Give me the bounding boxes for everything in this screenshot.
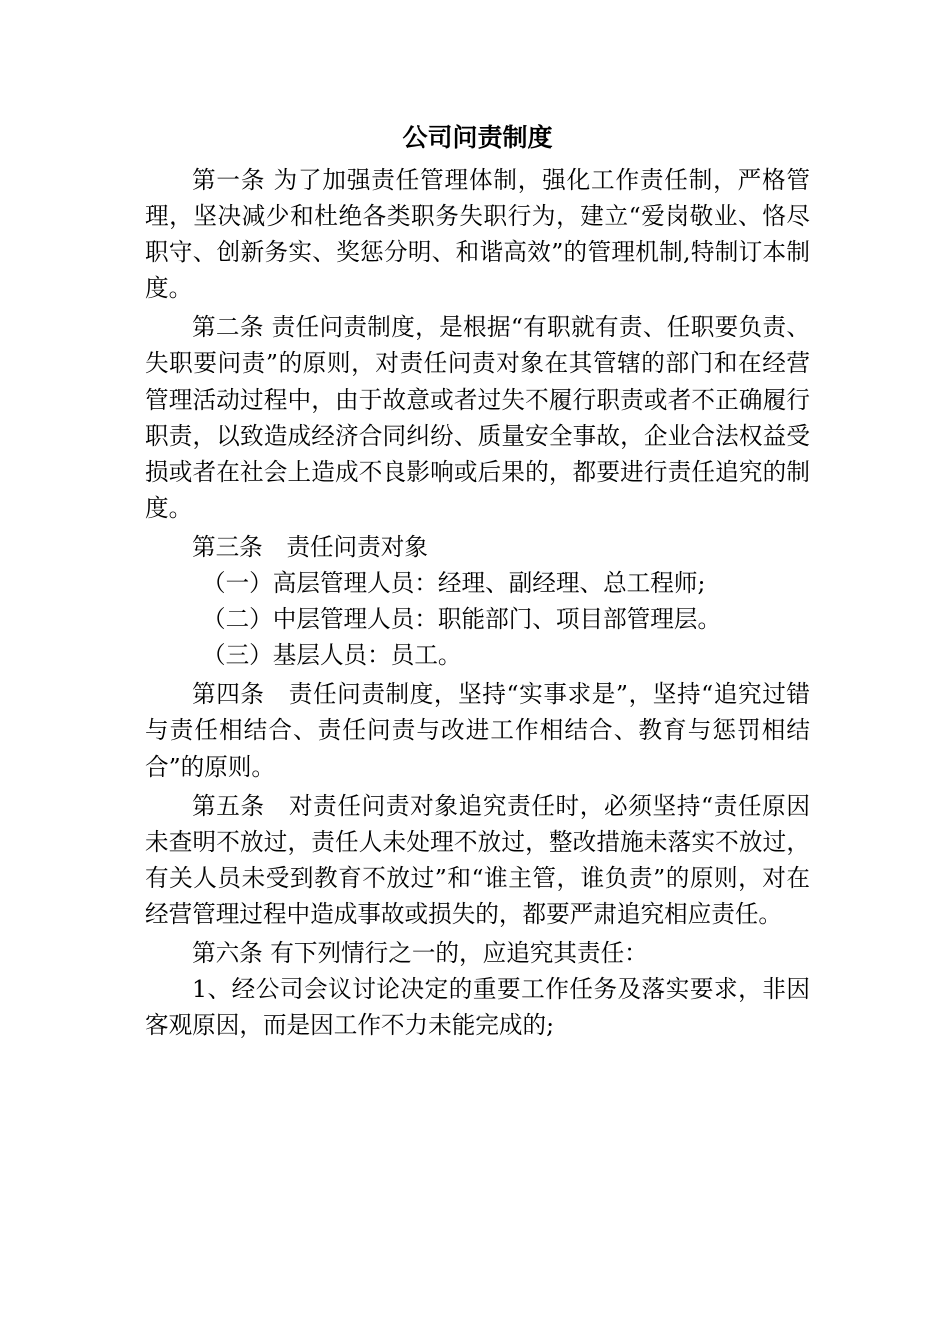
article-2: 第二条 责任问责制度，是根据“有职就有责、任职要负责、失职要问责”的原则，对责任问责对象在其管辖的部门和在经营管理活动过程中，由于故意或者过失不履行职责或者不正确履行职责，以致造成经济合同纠纷、质量安全事故，企业合法权益受损或者在社会上造成不良影响或后果的，都要进行责任追究的制度。: [145, 313, 810, 522]
article-3-item-2: （二）中层管理人员：职能部门、项目部管理层。: [202, 605, 722, 634]
document-page: [145, 118, 810, 1043]
article-6-item-1: 1、经公司会议讨论决定的重要工作任务及落实要求，非因客观原因，而是因工作不力未能完成的;: [145, 975, 810, 1040]
article-4: 第四条 责任问责制度，坚持“实事求是”，坚持“追究过错与责任相结合、责任问责与改进工作相结合、教育与惩罚相结合”的原则。: [145, 680, 810, 781]
article-5: 第五条 对责任问责对象追究责任时，必须坚持“责任原因未查明不放过，责任人未处理不放过，整改措施未落实不放过，有关人员未受到教育不放过”和“谁主管，谁负责”的原则，对在经营管理过程中造成事故或损失的，都要严肃追究相应责任。: [145, 791, 810, 928]
article-3-heading: 第三条 责任问责对象: [192, 532, 428, 561]
article-6-heading: 第六条 有下列情行之一的，应追究其责任：: [192, 938, 648, 967]
document-title: 公司问责制度: [402, 123, 553, 152]
article-3-item-1: （一）高层管理人员：经理、副经理、总工程师;: [202, 569, 706, 598]
article-3-item-3: （三）基层人员：员工。: [202, 641, 462, 670]
article-1: 第一条 为了加强责任管理体制，强化工作责任制，严格管理，坚决减少和杜绝各类职务失职行为，建立“爱岗敬业、恪尽职守、创新务实、奖惩分明、和谐高效”的管理机制,特制订本制度。: [145, 166, 810, 303]
